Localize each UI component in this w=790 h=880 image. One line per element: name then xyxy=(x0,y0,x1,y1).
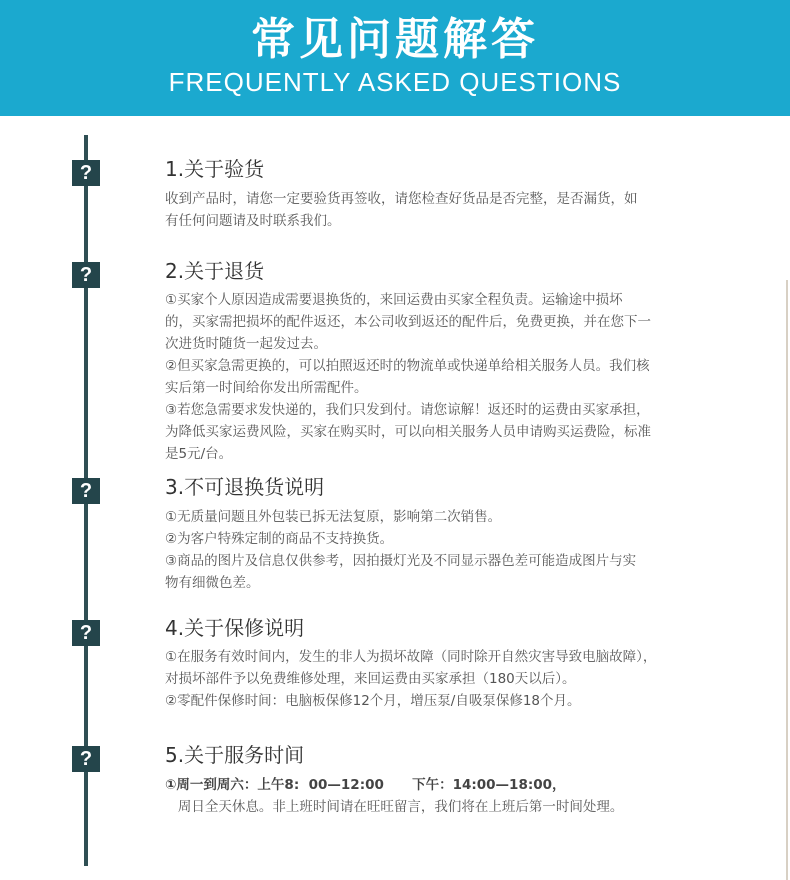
section-body xyxy=(165,188,725,232)
section-title: 1.关于验货 xyxy=(165,157,265,181)
section-line: ①无质量问题且外包装已拆无法复原，影响第二次销售。 xyxy=(165,509,502,525)
section-line: 对损坏部件予以免费维修处理，来回运费由买家承担（180天以后）。 xyxy=(165,671,576,687)
question-icon: ? xyxy=(72,620,100,646)
section-line: 实后第一时间给你发出所需配件。 xyxy=(165,380,368,396)
section-title: 4.关于保修说明 xyxy=(165,616,305,640)
section-line: ②零配件保修时间：电脑板保修12个月，增压泵/自吸泵保修18个月。 xyxy=(165,693,581,709)
section-line: 的，买家需把损坏的配件返还，本公司收到返还的配件后，免费更换，并在您下一 xyxy=(165,314,651,330)
section-title: 5.关于服务时间 xyxy=(165,743,305,767)
section-line: ①买家个人原因造成需要退换货的，来回运费由买家全程负责。运输途中损坏 xyxy=(165,292,623,308)
section-line: 物有细微色差。 xyxy=(165,575,260,591)
page-title: 常见问题解答 xyxy=(251,14,539,65)
section-line: ③商品的图片及信息仅供参考，因拍摄灯光及不同显示器色差可能造成图片与实 xyxy=(165,553,637,569)
section-line: ①周一到周六：上午8: 00—12:00 下午：14:00—18:00， xyxy=(165,777,566,793)
section-body xyxy=(165,289,725,465)
question-icon: ? xyxy=(72,478,100,504)
section-line: ①在服务有效时间内，发生的非人为损坏故障（同时除开自然灾害导致电脑故障）， xyxy=(165,649,657,665)
section-line: ②为客户特殊定制的商品不支持换货。 xyxy=(165,531,394,547)
header-banner xyxy=(0,0,790,116)
section-body xyxy=(165,774,725,818)
section-body xyxy=(165,646,725,712)
question-icon: ? xyxy=(72,160,100,186)
section-title: 3.不可退换货说明 xyxy=(165,475,325,499)
section-line: ③若您急需要求发快递的，我们只发到付。请您谅解！返还时的运费由买家承担， xyxy=(165,402,650,418)
question-icon: ? xyxy=(72,746,100,772)
section-line: 收到产品时，请您一定要验货再签收，请您检查好货品是否完整，是否漏货，如 xyxy=(165,191,638,207)
section-line: 周日全天休息。非上班时间请在旺旺留言，我们将在上班后第一时间处理。 xyxy=(165,799,624,815)
question-icon: ? xyxy=(72,262,100,288)
section-line: 是5元/台。 xyxy=(165,446,233,462)
section-line: 为降低买家运费风险，买家在购买时，可以向相关服务人员申请购买运费险，标准 xyxy=(165,424,651,440)
section-body xyxy=(165,506,725,594)
page-subtitle: FREQUENTLY ASKED QUESTIONS xyxy=(168,67,622,97)
section-line: ②但买家急需更换的，可以拍照返还时的物流单或快递单给相关服务人员。我们核 xyxy=(165,358,650,374)
section-line: 次进货时随货一起发过去。 xyxy=(165,336,327,352)
right-edge-divider xyxy=(786,280,788,880)
section-title: 2.关于退货 xyxy=(165,259,265,283)
section-line: 有任何问题请及时联系我们。 xyxy=(165,213,341,229)
